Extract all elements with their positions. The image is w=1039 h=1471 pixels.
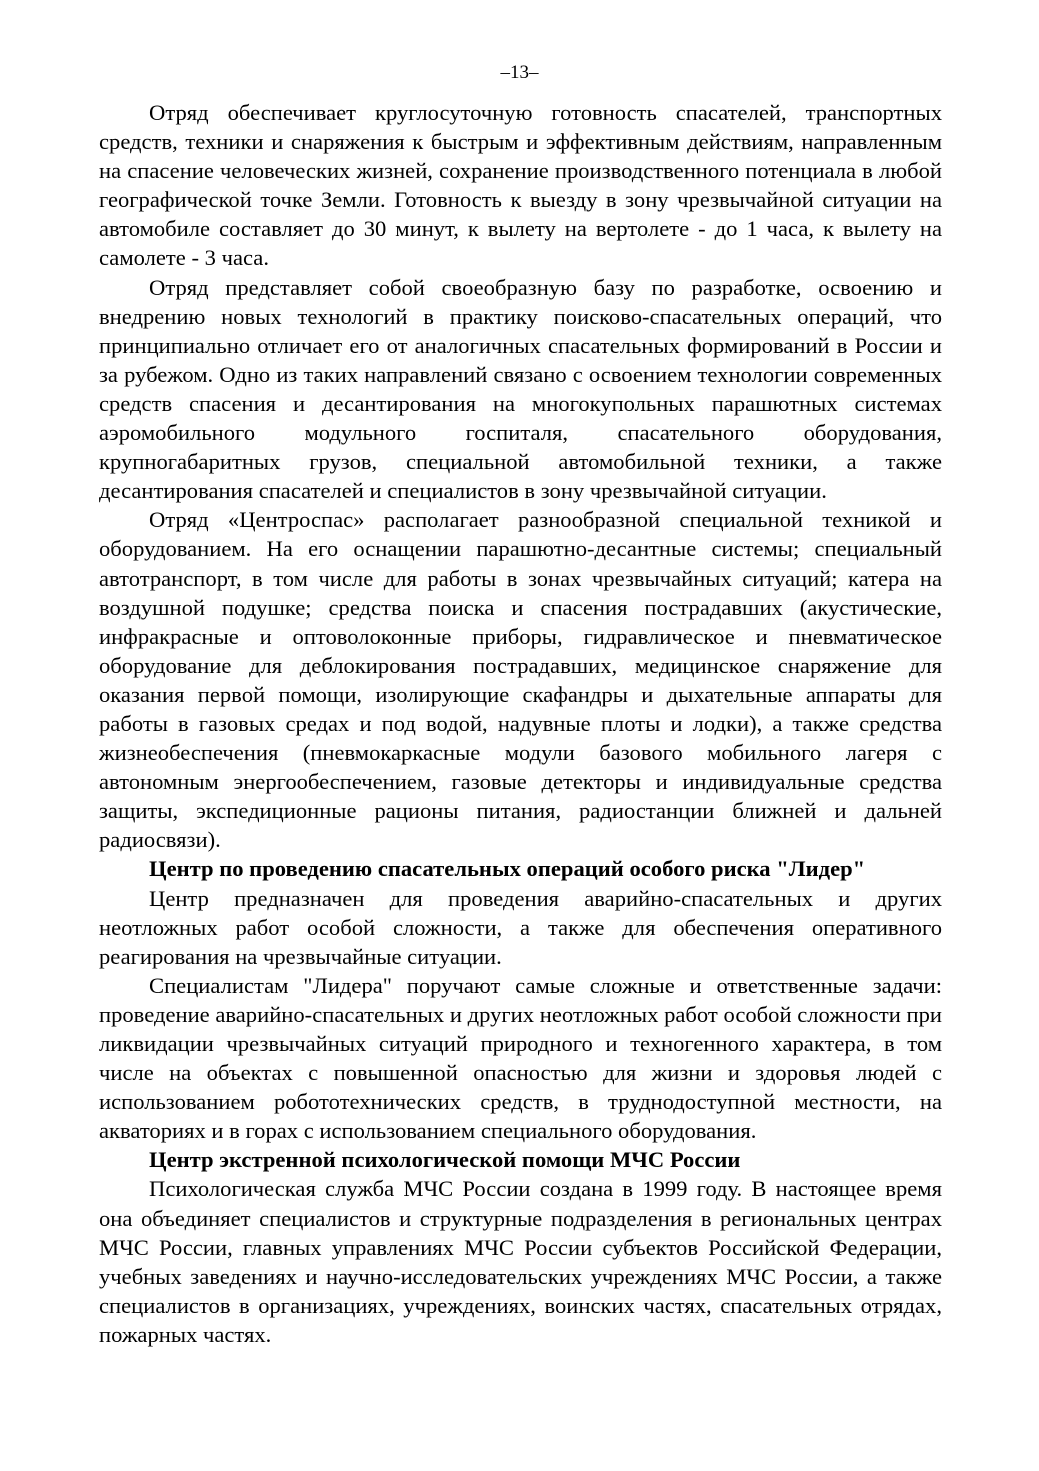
page-body — [99, 98, 942, 1349]
paragraph-leader-purpose: Центр предназначен для проведения аварийно-спасательных и других неотложных работ особой сложности, а также для обеспечения оперативного реагирования на чрезвычайные ситуации. — [99, 885, 942, 969]
paragraph-readiness: Отряд обеспечивает круглосуточную готовность спасателей, транспортных средств, техники и снаряжения к быстрым и эффективным действиям, направленным на спасение человеческих жизней, сохранение производственного потенциала в любой географической точке Земли. Готовность к выезду в зону чрезвычайной ситуации на автомобиле составляет до 30 минут, к вылету на вертолете - до 1 часа, к вылету на самолете - 3 часа. — [99, 100, 942, 271]
page-number: –13– — [500, 62, 539, 83]
paragraph-leader-tasks: Специалистам "Лидера" поручают самые сложные и ответственные задачи: проведение аварийно-спасательных и других неотложных работ особой сложности при ликвидации чрезвычайных ситуаций природного и техногенного характера, в том числе на объектах с повышенной опасностью для жизни и здоровья людей с использованием робототехнических средств, в труднодоступной местности, на акваториях и в горах с использованием специального оборудования. — [99, 972, 942, 1144]
paragraph-equipment: Отряд «Центроспас» располагает разнообразной специальной техникой и оборудованием. На его оснащении парашютно-десантные системы; специальный автотранспорт, в том числе для работы в зонах чрезвычайных ситуаций; катера на воздушной подушке; средства поиска и спасения пострадавших (акустические, инфракрасные и оптоволоконные приборы, гидравлическое и пневматическое оборудование для деблокирования пострадавших, медицинское снаряжение для оказания первой помощи, изолирующие скафандры и дыхательные аппараты для работы в газовых средах и под водой, надувные плоты и лодки), а также средства жизнеобеспечения (пневмокаркасные модули базового мобильного лагеря с автономным энергообеспечением, газовые детекторы и индивидуальные средства защиты, экспедиционные рационы питания, радиостанции ближней и дальней радиосвязи). — [99, 507, 942, 853]
paragraph-technology-base: Отряд представляет собой своеобразную базу по разработке, освоению и внедрению новых технологий в практику поисково-спасательных операций, что принципиально отличает его от аналогичных спасательных формирований в России и за рубежом. Одно из таких направлений связано с освоением технологии современных средств спасения и десантирования на многокупольных парашютных системах аэромобильного модульного госпиталя, спасательного оборудования, крупногабаритных грузов, специальной автомобильной техники, а также десантирования спасателей и специалистов в зону чрезвычайной ситуации. — [99, 274, 942, 504]
paragraph-psychological-service: Психологическая служба МЧС России создана в 1999 году. В настоящее время она объединяет специалистов и структурные подразделения в региональных центрах МЧС России, главных управлениях МЧС России субъектов Российской Федерации, учебных заведениях и научно-исследовательских учреждениях МЧС России, а также специалистов в организациях, учреждениях, воинских частях, спасательных отрядах, пожарных частях. — [99, 1176, 942, 1347]
section-heading-leader-center: Центр по проведению спасательных операций особого риска "Лидер" — [149, 856, 866, 882]
section-heading-psychological-help: Центр экстренной психологической помощи МЧС России — [149, 1147, 741, 1173]
